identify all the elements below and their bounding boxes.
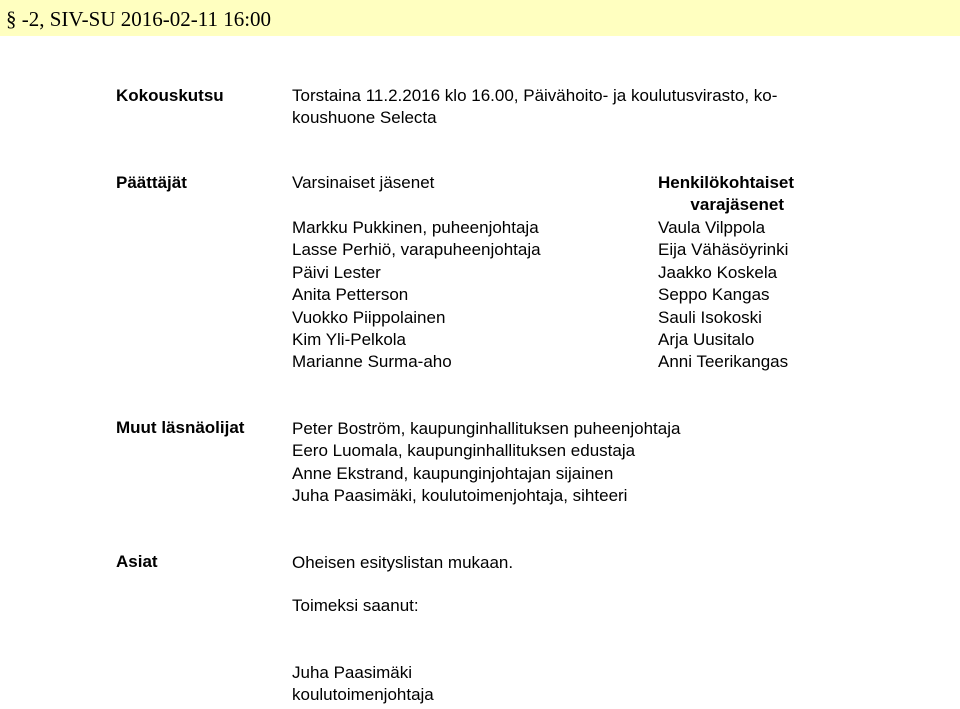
member-item: Anita Petterson: [292, 285, 409, 305]
deputy-item: Sauli Isokoski: [658, 307, 762, 327]
other-person-item: Peter Boström, kaupunginhallituksen puheenjohtaja: [292, 419, 681, 438]
member-item: Kim Yli-Pelkola: [292, 330, 407, 350]
deputy-item: Anni Teerikangas: [658, 352, 789, 372]
member-item: Päivi Lester: [292, 262, 381, 282]
deputy-item: Jaakko Koskela: [658, 262, 778, 282]
matters-text: Oheisen esityslistan mukaan.: [292, 553, 514, 572]
meeting-label: Kokouskutsu: [116, 86, 224, 105]
deputy-item: Vaula Vilppola: [658, 218, 766, 237]
deputy-item: Eija Vähäsöyrinki: [658, 240, 789, 260]
members-list: [292, 217, 541, 374]
deputy-item: Seppo Kangas: [658, 285, 770, 305]
members-heading: Varsinaiset jäsenet: [292, 173, 435, 192]
deputies-heading: [658, 172, 795, 217]
document-header-bar: [0, 0, 960, 36]
matters-label: Asiat: [116, 552, 158, 571]
member-item: Marianne Surma-aho: [292, 352, 452, 372]
document-header-title: § -2, SIV-SU 2016-02-11 16:00: [6, 7, 272, 31]
others-present-label: Muut läsnäolijat: [116, 418, 245, 437]
member-item: Lasse Perhiö, varapuheenjohtaja: [292, 240, 541, 260]
other-person-item: Eero Luomala, kaupunginhallituksen edustaja: [292, 441, 636, 461]
deputy-item: Arja Uusitalo: [658, 330, 755, 350]
meeting-details-line1: Torstaina 11.2.2016 klo 16.00, Päivähoito- ja koulutusvirasto, ko-: [292, 86, 778, 105]
deputies-heading-line1: Henkilökohtaiset: [658, 173, 795, 192]
signature-title: koulutoimenjohtaja: [292, 685, 434, 705]
other-person-item: Juha Paasimäki, koulutoimenjohtaja, sihteeri: [292, 486, 628, 506]
meeting-details-line2: koushuone Selecta: [292, 108, 437, 128]
signature-block: [292, 662, 434, 707]
meeting-details: [292, 85, 777, 130]
deputies-heading-line2: varajäsenet: [690, 195, 784, 215]
others-present-list: [292, 418, 680, 508]
member-item: Markku Pukkinen, puheenjohtaja: [292, 218, 539, 237]
other-person-item: Anne Ekstrand, kaupunginjohtajan sijainen: [292, 463, 614, 483]
member-item: Vuokko Piippolainen: [292, 307, 446, 327]
signature-name: Juha Paasimäki: [292, 663, 413, 682]
deputies-list: [658, 217, 788, 374]
decision-makers-label: Päättäjät: [116, 173, 187, 192]
commission-label: Toimeksi saanut:: [292, 596, 419, 615]
